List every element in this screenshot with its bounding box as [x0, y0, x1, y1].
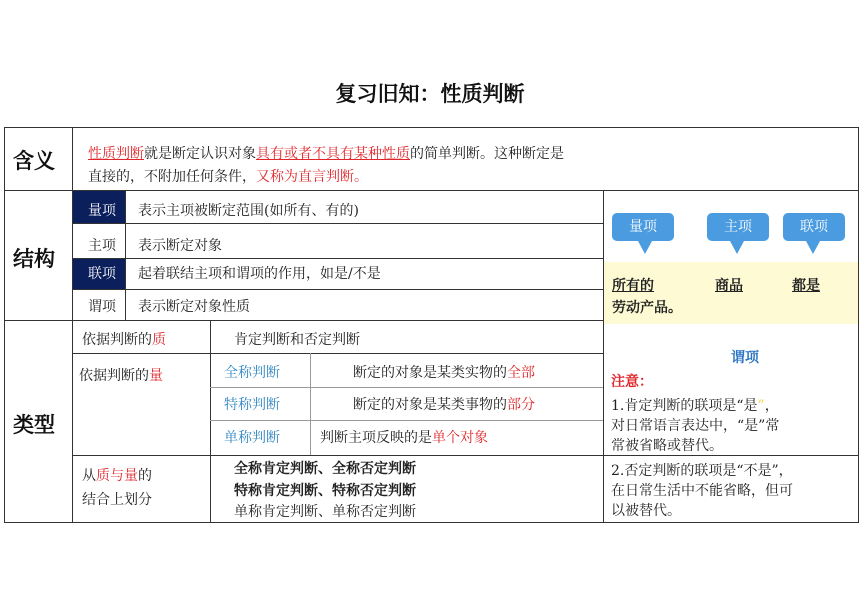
note-2-line-3: 以被替代。 — [611, 503, 681, 519]
tag-subject: 主项 — [707, 213, 769, 241]
structure-desc: 表示断定对象性质 — [138, 299, 250, 315]
label-predicate: 谓项 — [731, 350, 759, 366]
combined-type-line: 全称肯定判断、全称否定判断 — [234, 461, 416, 477]
quantity-type-name: 单称判断 — [224, 430, 280, 446]
types-label: 类型 — [13, 413, 55, 437]
quantity-type-name: 特称判断 — [224, 397, 280, 413]
quantity-type-desc: 断定的对象是某类实物的全部 — [353, 365, 535, 381]
meaning-label: 含义 — [13, 149, 55, 173]
notes-heading: 注意： — [611, 374, 653, 390]
quantity-basis: 依据判断的量 — [79, 368, 163, 384]
tag-quantifier: 量项 — [612, 213, 674, 241]
combined-basis-line-1: 从质与量的 — [82, 468, 152, 484]
keyword-has-property: 具有或者不具有某种性质 — [256, 146, 410, 162]
keyword-categorical: 又称为直言判断。 — [256, 169, 368, 185]
note-2-line-2: 在日常生活中不能省略，但可 — [611, 483, 793, 499]
tag-copula: 联项 — [783, 213, 845, 241]
page-title: 复习旧知：性质判断 — [335, 82, 525, 106]
note-1-line-2: 对日常语言表达中，“是”常 — [611, 418, 780, 434]
combined-basis-line-2: 结合上划分 — [82, 492, 152, 508]
note-1-line-3: 常被省略或替代。 — [611, 438, 723, 454]
quality-basis: 依据判断的质 — [82, 332, 166, 348]
structure-desc: 表示断定对象 — [138, 238, 222, 254]
example-word-labor-product: 劳动产品。 — [612, 300, 682, 316]
example-word-all: 所有的 — [612, 278, 654, 294]
structure-term: 量项 — [88, 203, 116, 219]
combined-type-line: 特称肯定判断、特称否定判断 — [234, 483, 416, 499]
example-word-commodity: 商品 — [715, 278, 743, 294]
note-2-line-1: 2.否定判断的联项是“不是”， — [611, 463, 793, 479]
quantity-type-desc: 断定的对象是某类事物的部分 — [353, 397, 535, 413]
quality-value: 肯定判断和否定判断 — [234, 332, 360, 348]
note-1-line-1: 1.肯定判断的联项是“是”， — [611, 398, 779, 414]
structure-label: 结构 — [13, 247, 55, 271]
combined-type-line: 单称肯定判断、单称否定判断 — [234, 504, 416, 520]
meaning-line-1: 性质判断就是断定认识对象具有或者不具有某种性质的简单判断。这种断定是 — [88, 146, 564, 162]
structure-term: 谓项 — [88, 299, 116, 315]
structure-term: 主项 — [88, 238, 116, 254]
quantity-type-desc: 判断主项反映的是单个对象 — [320, 430, 488, 446]
example-word-is: 都是 — [792, 278, 820, 294]
meaning-line-2: 直接的，不附加任何条件，又称为直言判断。 — [88, 169, 368, 185]
quantity-type-name: 全称判断 — [224, 365, 280, 381]
structure-desc: 起着联结主项和谓项的作用，如是/不是 — [138, 266, 381, 282]
keyword-property-judgment: 性质判断 — [88, 146, 144, 162]
structure-desc: 表示主项被断定范围(如所有、有的) — [138, 203, 359, 219]
structure-term: 联项 — [88, 266, 116, 282]
